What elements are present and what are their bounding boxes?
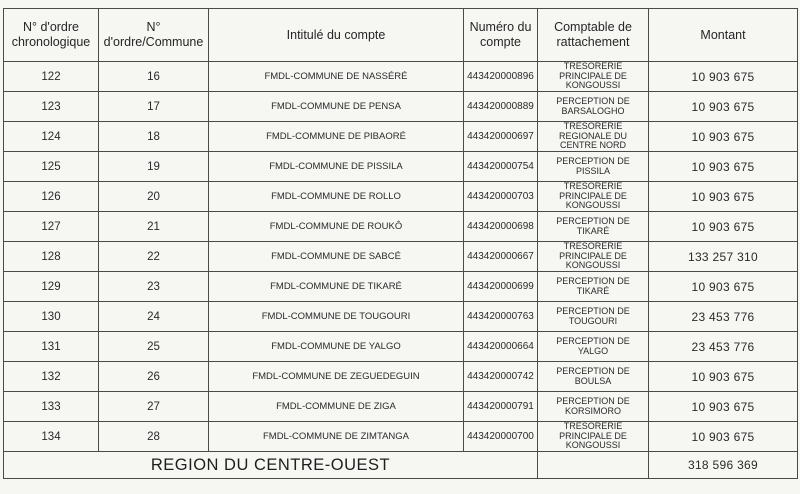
intitule-cell: FMDL-COMMUNE DE ROUKÔ — [209, 212, 464, 242]
table-row — [4, 182, 798, 212]
montant-cell: 10 903 675 — [649, 212, 798, 242]
intitule-cell: FMDL-COMMUNE DE NASSÉRÉ — [209, 62, 464, 92]
ordre-chronologique-cell: 129 — [4, 272, 99, 302]
ordre-commune-cell: 23 — [99, 272, 209, 302]
ordre-commune-cell: 21 — [99, 212, 209, 242]
numero-cell: 443420000667 — [464, 242, 538, 272]
ordre-chronologique-cell: 133 — [4, 392, 99, 422]
ordre-commune-cell: 16 — [99, 62, 209, 92]
numero-cell: 443420000699 — [464, 272, 538, 302]
intitule-cell: FMDL-COMMUNE DE PISSILA — [209, 152, 464, 182]
region-total-label: REGION DU CENTRE-OUEST — [4, 452, 538, 479]
table-row — [4, 62, 798, 92]
header-intitule: Intitulé du compte — [209, 9, 464, 62]
intitule-cell: FMDL-COMMUNE DE PIBAORÉ — [209, 122, 464, 152]
table-row — [4, 392, 798, 422]
ordre-commune-cell: 19 — [99, 152, 209, 182]
ordre-chronologique-cell: 131 — [4, 332, 99, 362]
ordre-commune-cell: 24 — [99, 302, 209, 332]
comptable-cell: PERCEPTION DE PISSILA — [538, 152, 649, 182]
table-row — [4, 362, 798, 392]
intitule-cell: FMDL-COMMUNE DE ZIGA — [209, 392, 464, 422]
numero-cell: 443420000754 — [464, 152, 538, 182]
account-table — [3, 8, 798, 479]
comptable-cell: PERCEPTION DE TIKARÉ — [538, 212, 649, 242]
ordre-chronologique-cell: 127 — [4, 212, 99, 242]
comptable-cell: PERCEPTION DE BARSALOGHO — [538, 92, 649, 122]
table-row — [4, 152, 798, 182]
montant-cell: 10 903 675 — [649, 422, 798, 452]
ordre-chronologique-cell: 124 — [4, 122, 99, 152]
ordre-commune-cell: 28 — [99, 422, 209, 452]
numero-cell: 443420000697 — [464, 122, 538, 152]
intitule-cell: FMDL-COMMUNE DE ROLLO — [209, 182, 464, 212]
montant-cell: 10 903 675 — [649, 62, 798, 92]
table-row — [4, 332, 798, 362]
account-table-sheet — [3, 8, 797, 479]
ordre-chronologique-cell: 134 — [4, 422, 99, 452]
table-row — [4, 122, 798, 152]
ordre-commune-cell: 20 — [99, 182, 209, 212]
total-row — [4, 452, 798, 479]
intitule-cell: FMDL-COMMUNE DE TIKARÉ — [209, 272, 464, 302]
ordre-commune-cell: 17 — [99, 92, 209, 122]
montant-cell: 23 453 776 — [649, 332, 798, 362]
comptable-cell: PERCEPTION DE TIKARÉ — [538, 272, 649, 302]
montant-cell: 10 903 675 — [649, 392, 798, 422]
table-body — [4, 62, 798, 479]
header-ordre-chronologique: N° d'ordre chronologique — [4, 9, 99, 62]
comptable-cell: TRESORERIE REGIONALE DU CENTRE NORD — [538, 122, 649, 152]
numero-cell: 443420000703 — [464, 182, 538, 212]
numero-cell: 443420000664 — [464, 332, 538, 362]
ordre-chronologique-cell: 125 — [4, 152, 99, 182]
ordre-chronologique-cell: 130 — [4, 302, 99, 332]
montant-cell: 10 903 675 — [649, 122, 798, 152]
header-ordre-commune: N° d'ordre/Commune — [99, 9, 209, 62]
numero-cell: 443420000896 — [464, 62, 538, 92]
intitule-cell: FMDL-COMMUNE DE TOUGOURI — [209, 302, 464, 332]
header-numero: Numéro du compte — [464, 9, 538, 62]
numero-cell: 443420000700 — [464, 422, 538, 452]
header-montant: Montant — [649, 9, 798, 62]
comptable-cell: PERCEPTION DE YALGO — [538, 332, 649, 362]
montant-cell: 10 903 675 — [649, 92, 798, 122]
ordre-chronologique-cell: 122 — [4, 62, 99, 92]
table-row — [4, 92, 798, 122]
ordre-chronologique-cell: 132 — [4, 362, 99, 392]
numero-cell: 443420000698 — [464, 212, 538, 242]
table-row — [4, 302, 798, 332]
intitule-cell: FMDL-COMMUNE DE YALGO — [209, 332, 464, 362]
numero-cell: 443420000889 — [464, 92, 538, 122]
table-row — [4, 422, 798, 452]
ordre-commune-cell: 26 — [99, 362, 209, 392]
table-row — [4, 242, 798, 272]
comptable-cell: TRESORERIE PRINCIPALE DE KONGOUSSI — [538, 62, 649, 92]
comptable-cell: PERCEPTION DE KORSIMORO — [538, 392, 649, 422]
numero-cell: 443420000763 — [464, 302, 538, 332]
montant-cell: 133 257 310 — [649, 242, 798, 272]
region-total-amount: 318 596 369 — [649, 452, 798, 479]
ordre-commune-cell: 22 — [99, 242, 209, 272]
header-row — [4, 9, 798, 62]
montant-cell: 10 903 675 — [649, 182, 798, 212]
table-row — [4, 212, 798, 242]
ordre-commune-cell: 27 — [99, 392, 209, 422]
ordre-chronologique-cell: 128 — [4, 242, 99, 272]
comptable-cell: TRESORERIE PRINCIPALE DE KONGOUSSI — [538, 182, 649, 212]
comptable-cell: TRESORERIE PRINCIPALE DE KONGOUSSI — [538, 242, 649, 272]
comptable-cell: PERCEPTION DE TOUGOURI — [538, 302, 649, 332]
table-row — [4, 272, 798, 302]
montant-cell: 10 903 675 — [649, 272, 798, 302]
comptable-cell: TRESORERIE PRINCIPALE DE KONGOUSSI — [538, 422, 649, 452]
ordre-chronologique-cell: 123 — [4, 92, 99, 122]
montant-cell: 23 453 776 — [649, 302, 798, 332]
montant-cell: 10 903 675 — [649, 152, 798, 182]
numero-cell: 443420000791 — [464, 392, 538, 422]
total-spacer — [538, 452, 649, 479]
intitule-cell: FMDL-COMMUNE DE PENSA — [209, 92, 464, 122]
numero-cell: 443420000742 — [464, 362, 538, 392]
ordre-commune-cell: 25 — [99, 332, 209, 362]
ordre-chronologique-cell: 126 — [4, 182, 99, 212]
header-comptable: Comptable de rattachement — [538, 9, 649, 62]
comptable-cell: PERCEPTION DE BOULSA — [538, 362, 649, 392]
montant-cell: 10 903 675 — [649, 362, 798, 392]
intitule-cell: FMDL-COMMUNE DE ZIMTANGA — [209, 422, 464, 452]
intitule-cell: FMDL-COMMUNE DE SABCÉ — [209, 242, 464, 272]
ordre-commune-cell: 18 — [99, 122, 209, 152]
intitule-cell: FMDL-COMMUNE DE ZEGUEDEGUIN — [209, 362, 464, 392]
